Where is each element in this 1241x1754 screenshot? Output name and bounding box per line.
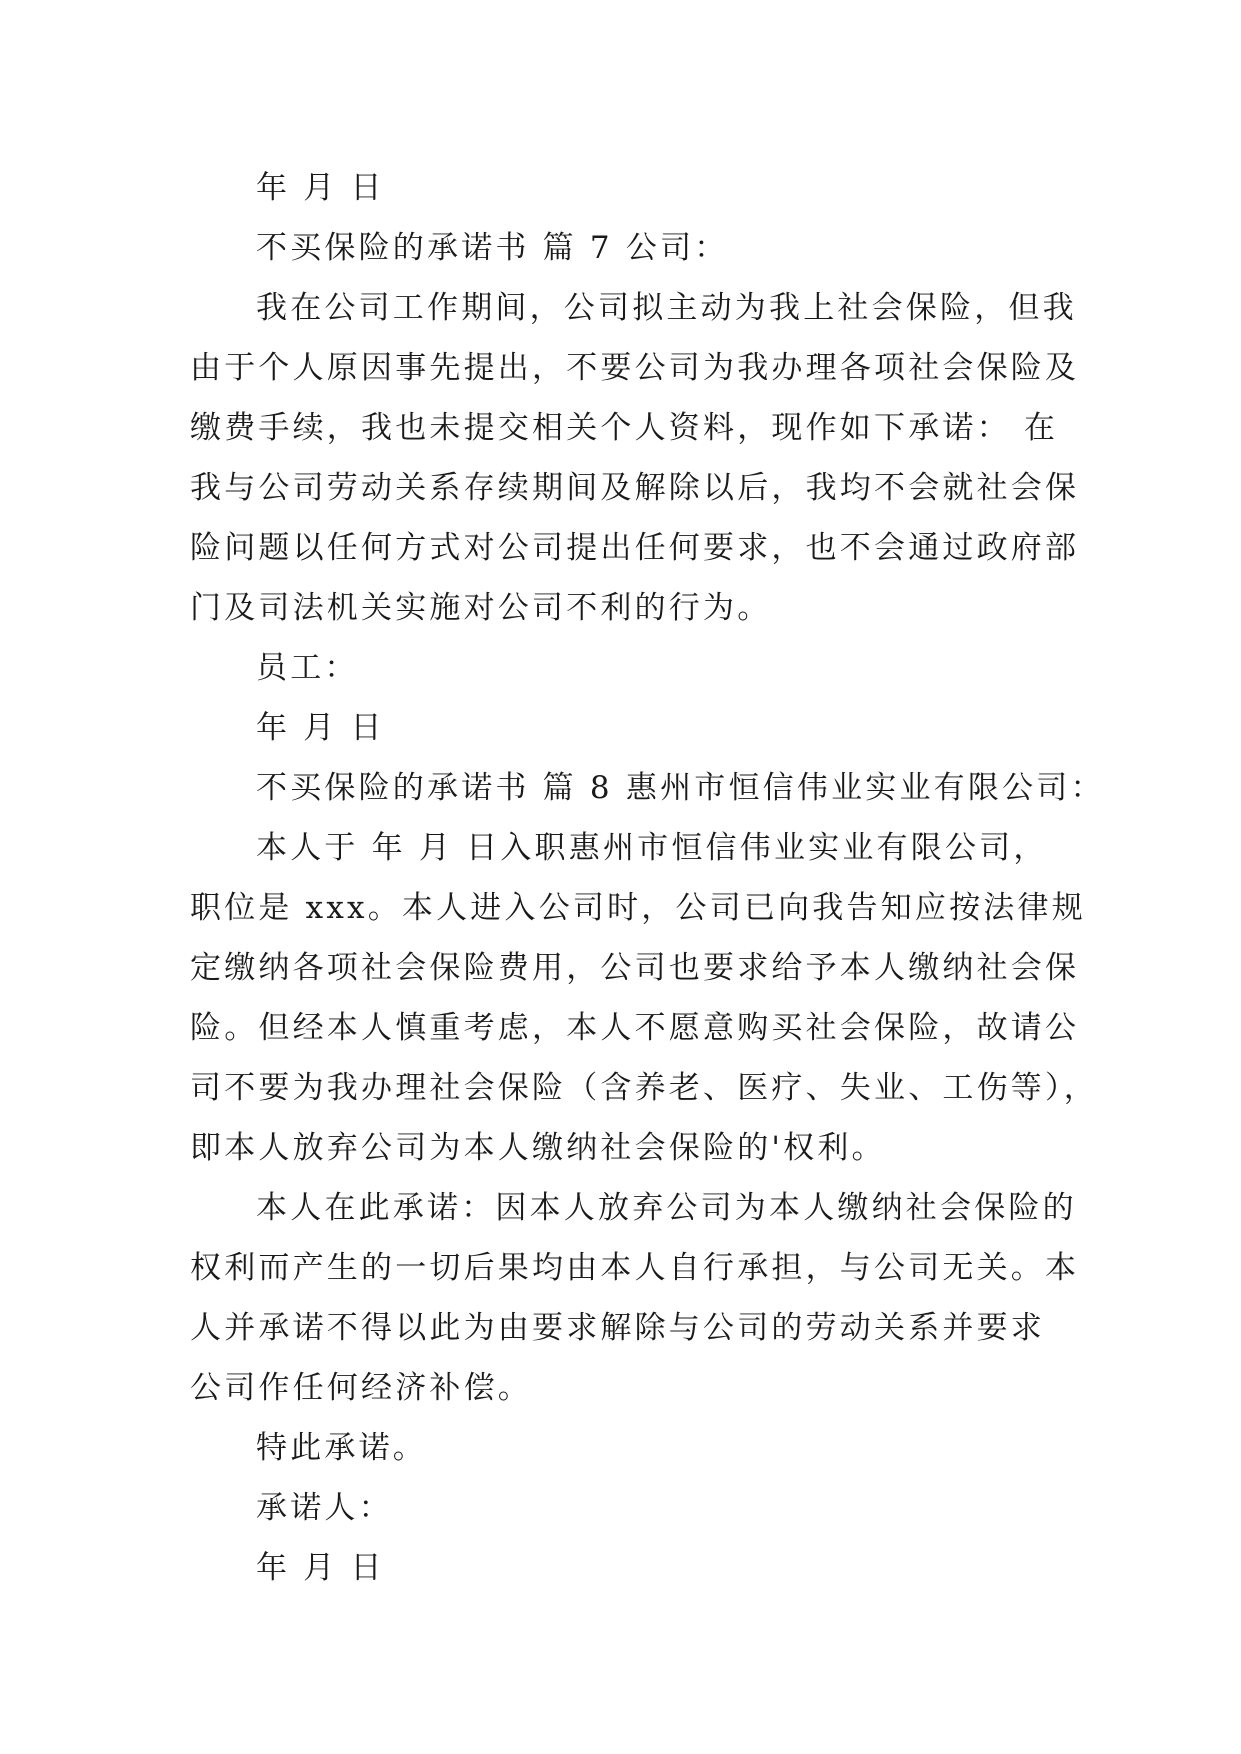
paragraph-line: 本人在此承诺：因本人放弃公司为本人缴纳社会保险的: [256, 1190, 1077, 1226]
section-heading: 不买保险的承诺书 篇 8 惠州市恒信伟业实业有限公司：: [256, 770, 1105, 806]
paragraph-line: 我在公司工作期间，公司拟主动为我上社会保险，但我: [256, 290, 1077, 326]
paragraph-line: 权利而产生的一切后果均由本人自行承担，与公司无关。本: [190, 1250, 1080, 1286]
paragraph-line: 定缴纳各项社会保险费用，公司也要求给予本人缴纳社会保: [190, 950, 1080, 986]
date-line: 年 月 日: [256, 170, 385, 206]
paragraph-line: 由于个人原因事先提出，不要公司为我办理各项社会保险及: [190, 350, 1080, 386]
date-line: 年 月 日: [256, 710, 385, 746]
date-line: 年 月 日: [256, 1550, 385, 1586]
paragraph-line: 险。但经本人慎重考虑，本人不愿意购买社会保险，故请公: [190, 1010, 1080, 1046]
paragraph-line: 我与公司劳动关系存续期间及解除以后，我均不会就社会保: [190, 470, 1080, 506]
paragraph-line: 司不要为我办理社会保险（含养老、医疗、失业、工伤等），: [190, 1070, 1098, 1106]
paragraph-line: 本人于 年 月 日入职惠州市恒信伟业实业有限公司，: [256, 830, 1048, 866]
paragraph-line: 险问题以任何方式对公司提出任何要求，也不会通过政府部: [190, 530, 1080, 566]
paragraph-line: 职位是 xxx。本人进入公司时，公司已向我告知应按法律规: [190, 890, 1086, 926]
paragraph-line: 人并承诺不得以此为由要求解除与公司的劳动关系并要求: [190, 1310, 1045, 1346]
signature-label: 员工：: [256, 650, 359, 686]
section-heading: 不买保险的承诺书 篇 7 公司：: [256, 230, 729, 266]
document-body: [190, 158, 1105, 1598]
paragraph-line: 公司作任何经济补偿。: [190, 1370, 532, 1406]
paragraph-line: 即本人放弃公司为本人缴纳社会保险的'权利。: [190, 1130, 886, 1166]
paragraph-line: 缴费手续，我也未提交相关个人资料，现作如下承诺： 在: [190, 410, 1059, 446]
signature-label: 承诺人：: [256, 1490, 393, 1526]
paragraph-line: 门及司法机关实施对公司不利的行为。: [190, 590, 772, 626]
closing-line: 特此承诺。: [256, 1430, 427, 1466]
